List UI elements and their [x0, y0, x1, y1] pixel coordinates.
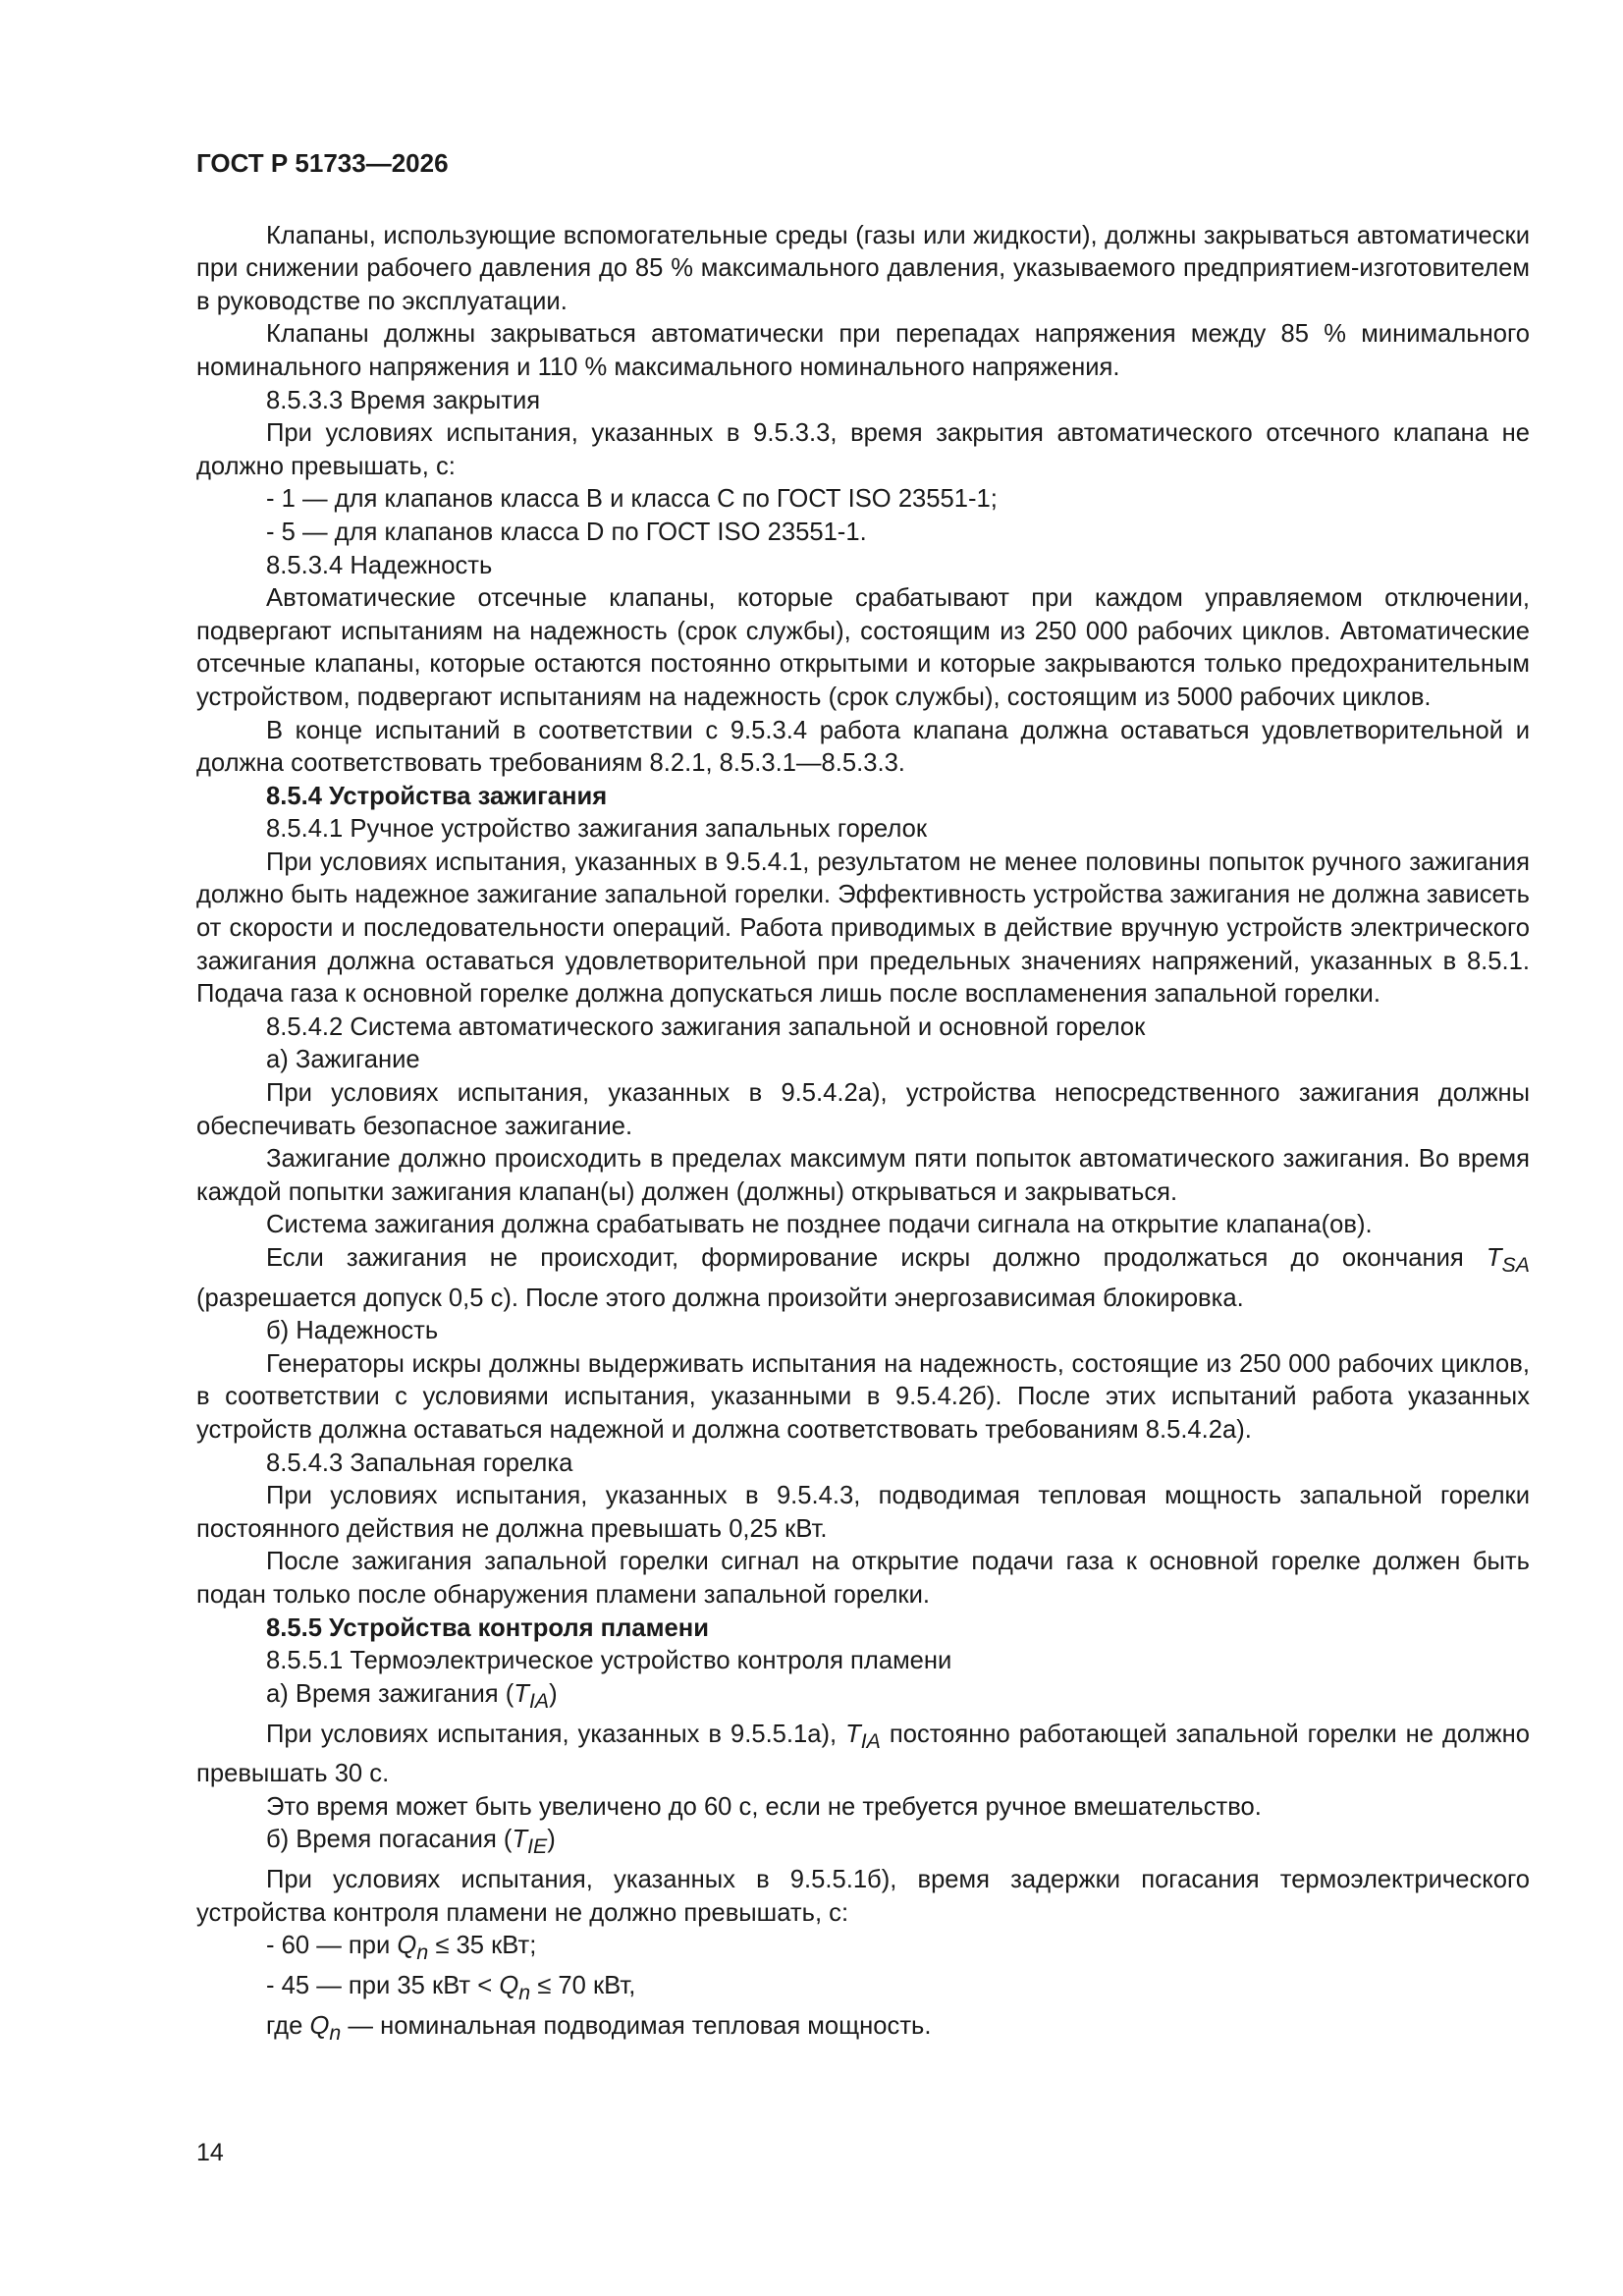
document-header: ГОСТ Р 51733—2026 — [196, 148, 449, 178]
paragraph: В конце испытаний в соответствии с 9.5.3.4 работа клапана должна оставаться удовлетворительной и должна соответствовать требованиям 8.2.1, 8.5.3.1—8.5.3.3. — [196, 716, 1530, 778]
paragraph: После зажигания запальной горелки сигнал на открытие подачи газа к основной горелке должен быть подан только после обнаружения пламени запальной горелки. — [196, 1548, 1530, 1610]
paragraph: Это время может быть увеличено до 60 с, если не требуется ручное вмешательство. — [266, 1792, 1262, 1821]
paragraph: При условиях испытания, указанных в 9.5.4.2а), устройства непосредственного зажигания должны обеспечивать безопасное зажигание. — [196, 1079, 1530, 1140]
text-part: Если зажигания не происходит, формирование искры должно продолжаться до окончания — [266, 1244, 1487, 1272]
paragraph: Генераторы искры должны выдерживать испытания на надежность, состоящие из 250 000 рабочих циклов, в соответствии с условиями испытания, указанными в 9.5.4.2б). После этих испытаний работа указанных устройств должна оставаться надежной и должна соответствовать требованиям 8.5.4.2а). — [196, 1349, 1530, 1445]
math-symbol: Q — [499, 1972, 519, 2000]
document-body — [196, 220, 1530, 2050]
text-part: — номинальная подводимая тепловая мощность. — [341, 2011, 932, 2040]
text-part: б) Время погасания ( — [266, 1826, 513, 1854]
math-subscript: IA — [860, 1728, 881, 1753]
paragraph: Система зажигания должна срабатывать не позднее подачи сигнала на открытие клапана(ов). — [266, 1211, 1373, 1239]
text-part: а) Время зажигания ( — [266, 1679, 514, 1708]
document-page — [196, 147, 1530, 2050]
math-subscript: SA — [1501, 1253, 1530, 1278]
text-with-symbol — [196, 1824, 1530, 1864]
page-number: 14 — [196, 2139, 224, 2166]
paragraph: Автоматические отсечные клапаны, которые срабатывают при каждом управляемом отключении, подвергают испытаниям на надежность (срок службы), состоящим из 250 000 рабочих циклов. Автоматические отсечные клапаны, которые остаются постоянно открытыми и которые закрываются только предохранительным устройством, подвергают испытаниям на надежность (срок службы), состоящим из 5000 рабочих циклов. — [196, 584, 1530, 711]
text-part: ≤ 35 кВт; — [428, 1932, 537, 1960]
text-part: (разрешается допуск 0,5 с). После этого должна произойти энергозависимая блокировка. — [196, 1284, 1244, 1312]
paragraph: При условиях испытания, указанных в 9.5.4.1, результатом не менее половины попыток ручного зажигания должно быть надежное зажигание запальной горелки. Эффективность устройства зажигания не должна зависеть от скорости и последовательности операций. Работа приводимых в действие вручную устройств электрического зажигания должна оставаться удовлетворительной при предельных значениях напряжений, указанных в 8.5.1. Подача газа к основной горелке должна допускаться лишь после воспламенения запальной горелки. — [196, 847, 1530, 1009]
text-line: 8.5.4.1 Ручное устройство зажигания запальных горелок — [266, 815, 928, 844]
text-line: - 1 — для клапанов класса B и класса C по ГОСТ ISO 23551-1; — [266, 485, 998, 514]
math-subscript: IA — [528, 1688, 550, 1713]
text-with-symbol — [196, 1719, 1530, 1791]
text-line: - 5 — для клапанов класса D по ГОСТ ISO 23551-1. — [266, 518, 867, 546]
text-part: где — [266, 2011, 310, 2040]
text-with-symbol — [196, 1242, 1530, 1315]
math-subscript: IE — [527, 1834, 548, 1859]
paragraph: При условиях испытания, указанных в 9.5.4.3, подводимая тепловая мощность запальной горелки постоянного действия не должна превышать 0,25 кВт. — [196, 1482, 1530, 1543]
text-part: ) — [547, 1826, 556, 1854]
paragraph: При условиях испытания, указанных в 9.5.5.1б), время задержки погасания термоэлектрического устройства контроля пламени не должно превышать, с: — [196, 1866, 1530, 1927]
math-symbol: T — [512, 1826, 528, 1854]
text-with-symbol — [196, 1678, 1530, 1719]
math-subscript: n — [416, 1941, 429, 1965]
text-line: а) Зажигание — [266, 1046, 420, 1074]
paragraph: Клапаны, использующие вспомогательные среды (газы или жидкости), должны закрываться автоматически при снижении рабочего давления до 85 % максимального давления, указываемого предприятием-изготовителем в руководстве по эксплуатации. — [196, 221, 1530, 315]
text-with-symbol — [196, 1970, 1530, 2010]
text-part: - 45 — при 35 кВт < — [266, 1972, 500, 2000]
text-part: При условиях испытания, указанных в 9.5.5.1а), — [266, 1720, 846, 1748]
section-heading: 8.5.5 Устройства контроля пламени — [266, 1613, 709, 1642]
text-line: 8.5.4.3 Запальная горелка — [266, 1449, 573, 1477]
paragraph: Клапаны должны закрываться автоматически при перепадах напряжения между 85 % минимального номинального напряжения и 110 % максимального номинального напряжения. — [196, 320, 1530, 381]
paragraph: При условиях испытания, указанных в 9.5.3.3, время закрытия автоматического отсечного клапана не должно превышать, с: — [196, 419, 1530, 480]
text-part: ) — [549, 1679, 558, 1708]
text-line: 8.5.3.3 Время закрытия — [266, 386, 541, 414]
text-part: ≤ 70 кВт, — [530, 1972, 636, 2000]
text-line: б) Надежность — [266, 1317, 439, 1345]
section-heading: 8.5.4 Устройства зажигания — [266, 782, 608, 810]
text-with-symbol — [196, 2010, 1530, 2050]
math-symbol: T — [514, 1679, 529, 1708]
text-line: 8.5.4.2 Система автоматического зажигания запальной и основной горелок — [266, 1012, 1146, 1041]
text-part: постоянно работающей запальной горелки не должно превышать 30 с. — [196, 1720, 1530, 1788]
paragraph: Зажигание должно происходить в пределах максимум пяти попыток автоматического зажигания. Во время каждой попытки зажигания клапан(ы) должен (должны) открываться и закрываться. — [196, 1145, 1530, 1206]
text-line: 8.5.5.1 Термоэлектрическое устройство контроля пламени — [266, 1647, 952, 1675]
math-symbol: Q — [397, 1932, 417, 1960]
math-symbol: T — [1486, 1244, 1502, 1272]
math-subscript: n — [518, 1981, 531, 2005]
text-line: 8.5.3.4 Надежность — [266, 551, 493, 579]
text-part: - 60 — при — [266, 1932, 398, 1960]
text-with-symbol — [196, 1930, 1530, 1970]
math-symbol: T — [845, 1720, 861, 1748]
math-symbol: Q — [309, 2011, 330, 2040]
math-subscript: n — [329, 2020, 342, 2045]
